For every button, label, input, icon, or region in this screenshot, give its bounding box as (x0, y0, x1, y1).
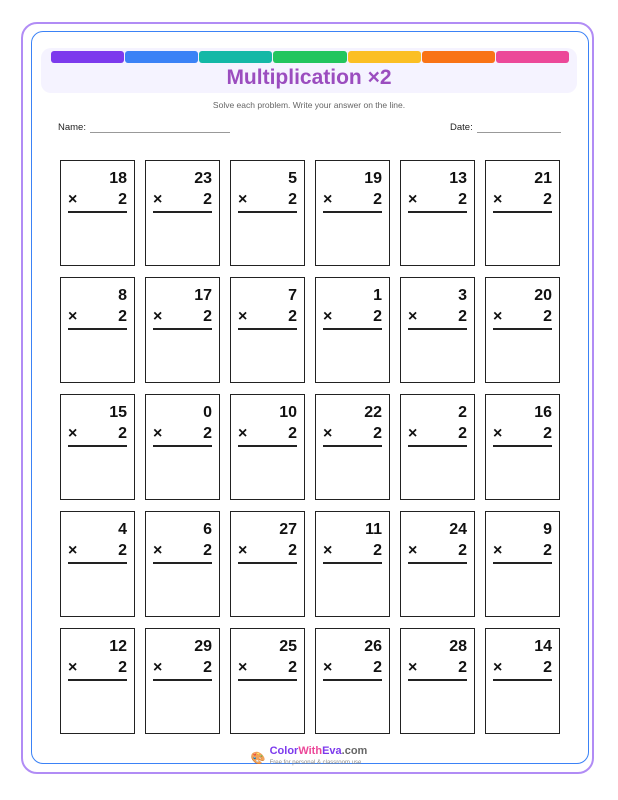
answer-area[interactable] (61, 566, 134, 616)
operator-row (323, 542, 382, 564)
date-input-line[interactable] (477, 123, 561, 133)
answer-area[interactable] (146, 215, 219, 265)
operator-row (323, 191, 382, 213)
problem-card (60, 511, 135, 617)
color-stripe (348, 51, 421, 63)
multiply-sign: × (238, 191, 248, 208)
answer-area[interactable] (231, 332, 304, 382)
multiplier: 2 (118, 542, 127, 559)
problem-card (145, 160, 220, 266)
operator-row (408, 659, 467, 681)
operator-row (493, 308, 552, 330)
color-stripe (496, 51, 569, 63)
operator-row (68, 191, 127, 213)
answer-area[interactable] (231, 215, 304, 265)
problem-card (230, 277, 305, 383)
multiplier: 2 (373, 659, 382, 676)
name-label: Name: (58, 122, 86, 133)
problem-card (485, 511, 560, 617)
multiply-sign: × (323, 659, 333, 676)
multiplier: 2 (203, 659, 212, 676)
color-stripe (199, 51, 272, 63)
multiply-sign: × (153, 425, 163, 442)
multiplicand: 19 (364, 170, 382, 187)
answer-area[interactable] (61, 215, 134, 265)
color-stripes (51, 51, 569, 63)
answer-area[interactable] (316, 683, 389, 733)
answer-area[interactable] (231, 683, 304, 733)
multiplier: 2 (458, 659, 467, 676)
multiplicand: 0 (203, 404, 212, 421)
problem-card (230, 511, 305, 617)
multiplier: 2 (203, 425, 212, 442)
multiply-sign: × (238, 659, 248, 676)
operator-row (493, 191, 552, 213)
operator-row (153, 659, 212, 681)
answer-area[interactable] (486, 566, 559, 616)
answer-area[interactable] (61, 449, 134, 499)
answer-area[interactable] (316, 449, 389, 499)
operator-row (153, 542, 212, 564)
operator-row (408, 425, 467, 447)
multiply-sign: × (68, 191, 78, 208)
brand-part-domain: .com (341, 745, 368, 757)
problem-card (145, 628, 220, 734)
page-title: Multiplication ×2 (226, 66, 392, 89)
palette-icon: 🎨 (250, 750, 266, 765)
color-stripe (51, 51, 124, 63)
problem-card (400, 160, 475, 266)
answer-area[interactable] (316, 332, 389, 382)
operator-row (153, 425, 212, 447)
multiplier: 2 (118, 308, 127, 325)
multiplicand: 24 (449, 521, 467, 538)
answer-area[interactable] (401, 332, 474, 382)
multiplicand: 4 (118, 521, 127, 538)
multiplicand: 1 (373, 287, 382, 304)
answer-area[interactable] (486, 449, 559, 499)
problem-card (60, 277, 135, 383)
answer-area[interactable] (61, 683, 134, 733)
multiplicand: 29 (194, 638, 212, 655)
multiply-sign: × (493, 425, 503, 442)
operator-row (408, 308, 467, 330)
multiplicand: 26 (364, 638, 382, 655)
answer-area[interactable] (401, 683, 474, 733)
multiply-sign: × (68, 659, 78, 676)
name-input-line[interactable] (90, 123, 230, 133)
multiply-sign: × (68, 542, 78, 559)
color-stripe (422, 51, 495, 63)
multiplier: 2 (458, 191, 467, 208)
problem-card (485, 160, 560, 266)
multiplicand: 11 (365, 521, 382, 538)
brand-text (270, 746, 368, 769)
multiplicand: 14 (534, 638, 552, 655)
multiplier: 2 (288, 308, 297, 325)
multiplicand: 10 (279, 404, 297, 421)
multiplier: 2 (458, 542, 467, 559)
multiplicand: 15 (109, 404, 127, 421)
brand-part-color: Color (269, 745, 299, 757)
multiplicand: 2 (458, 404, 467, 421)
multiplicand: 8 (118, 287, 127, 304)
multiplier: 2 (543, 659, 552, 676)
answer-area[interactable] (401, 449, 474, 499)
operator-row (323, 659, 382, 681)
problem-grid (60, 160, 560, 734)
multiply-sign: × (408, 542, 418, 559)
answer-area[interactable] (231, 449, 304, 499)
multiplier: 2 (288, 425, 297, 442)
answer-area[interactable] (146, 332, 219, 382)
multiplicand: 20 (534, 287, 552, 304)
problem-card (400, 277, 475, 383)
operator-row (68, 542, 127, 564)
problem-card (485, 394, 560, 500)
multiplicand: 21 (534, 170, 552, 187)
brand-tagline: Free for personal & classroom use (269, 760, 362, 766)
multiply-sign: × (153, 659, 163, 676)
operator-row (238, 425, 297, 447)
answer-area[interactable] (316, 566, 389, 616)
operator-row (238, 308, 297, 330)
operator-row (238, 542, 297, 564)
operator-row (153, 191, 212, 213)
multiplicand: 12 (109, 638, 127, 655)
multiply-sign: × (493, 659, 503, 676)
problem-card (315, 277, 390, 383)
multiplier: 2 (203, 191, 212, 208)
multiply-sign: × (493, 191, 503, 208)
brand-part-eva: Eva (322, 745, 342, 757)
multiply-sign: × (68, 308, 78, 325)
answer-area[interactable] (486, 332, 559, 382)
multiplier: 2 (543, 308, 552, 325)
multiply-sign: × (238, 425, 248, 442)
multiplier: 2 (543, 425, 552, 442)
problem-card (145, 277, 220, 383)
problem-card (230, 160, 305, 266)
problem-card (315, 511, 390, 617)
instructions: Solve each problem. Write your answer on the line. (212, 100, 406, 110)
problem-card (60, 160, 135, 266)
color-stripe (273, 51, 346, 63)
brand-part-with: With (298, 745, 323, 757)
operator-row (493, 542, 552, 564)
multiplier: 2 (373, 542, 382, 559)
multiplicand: 3 (458, 287, 467, 304)
multiplier: 2 (543, 542, 552, 559)
multiplier: 2 (543, 191, 552, 208)
brand-logo[interactable] (251, 746, 368, 769)
problem-card (60, 394, 135, 500)
multiplicand: 27 (279, 521, 297, 538)
operator-row (323, 308, 382, 330)
multiplier: 2 (118, 659, 127, 676)
name-field[interactable] (58, 122, 230, 133)
multiplicand: 7 (288, 287, 297, 304)
answer-area[interactable] (146, 683, 219, 733)
multiply-sign: × (323, 308, 333, 325)
answer-area[interactable] (401, 215, 474, 265)
multiplicand: 5 (288, 170, 297, 187)
multiply-sign: × (153, 191, 163, 208)
multiply-sign: × (238, 308, 248, 325)
multiplicand: 17 (194, 287, 212, 304)
multiplicand: 25 (279, 638, 297, 655)
problem-card (400, 394, 475, 500)
multiplier: 2 (373, 308, 382, 325)
multiplier: 2 (373, 191, 382, 208)
multiplier: 2 (288, 542, 297, 559)
problem-card (315, 628, 390, 734)
multiplicand: 6 (203, 521, 212, 538)
multiply-sign: × (493, 542, 503, 559)
operator-row (493, 425, 552, 447)
answer-area[interactable] (61, 332, 134, 382)
date-field[interactable] (450, 122, 561, 133)
multiplicand: 18 (109, 170, 127, 187)
operator-row (68, 308, 127, 330)
multiplier: 2 (118, 191, 127, 208)
problem-card (145, 511, 220, 617)
multiply-sign: × (408, 659, 418, 676)
operator-row (238, 659, 297, 681)
multiplicand: 13 (449, 170, 467, 187)
operator-row (68, 425, 127, 447)
multiplicand: 23 (194, 170, 212, 187)
answer-area[interactable] (146, 566, 219, 616)
multiplier: 2 (118, 425, 127, 442)
operator-row (68, 659, 127, 681)
multiplier: 2 (288, 659, 297, 676)
multiplicand: 16 (534, 404, 552, 421)
problem-card (315, 160, 390, 266)
multiply-sign: × (153, 308, 163, 325)
answer-area[interactable] (316, 215, 389, 265)
multiply-sign: × (323, 542, 333, 559)
operator-row (493, 659, 552, 681)
problem-card (145, 394, 220, 500)
multiply-sign: × (408, 308, 418, 325)
problem-card (400, 628, 475, 734)
answer-area[interactable] (486, 215, 559, 265)
problem-card (485, 628, 560, 734)
multiply-sign: × (408, 191, 418, 208)
multiply-sign: × (408, 425, 418, 442)
multiplier: 2 (203, 308, 212, 325)
multiply-sign: × (323, 191, 333, 208)
problem-card (400, 511, 475, 617)
answer-area[interactable] (486, 683, 559, 733)
multiplier: 2 (373, 425, 382, 442)
color-stripe (125, 51, 198, 63)
answer-area[interactable] (146, 449, 219, 499)
problem-card (230, 628, 305, 734)
problem-card (485, 277, 560, 383)
answer-area[interactable] (401, 566, 474, 616)
operator-row (408, 542, 467, 564)
multiplicand: 9 (543, 521, 552, 538)
answer-area[interactable] (231, 566, 304, 616)
multiplicand: 28 (449, 638, 467, 655)
multiplier: 2 (458, 308, 467, 325)
multiply-sign: × (238, 542, 248, 559)
operator-row (153, 308, 212, 330)
multiplier: 2 (288, 191, 297, 208)
multiplicand: 22 (364, 404, 382, 421)
problem-card (315, 394, 390, 500)
multiplier: 2 (458, 425, 467, 442)
multiply-sign: × (323, 425, 333, 442)
problem-card (230, 394, 305, 500)
problem-card (60, 628, 135, 734)
operator-row (323, 425, 382, 447)
multiply-sign: × (68, 425, 78, 442)
operator-row (408, 191, 467, 213)
multiply-sign: × (153, 542, 163, 559)
operator-row (238, 191, 297, 213)
date-label: Date: (450, 122, 473, 133)
multiplier: 2 (203, 542, 212, 559)
footer (0, 746, 618, 769)
multiply-sign: × (493, 308, 503, 325)
